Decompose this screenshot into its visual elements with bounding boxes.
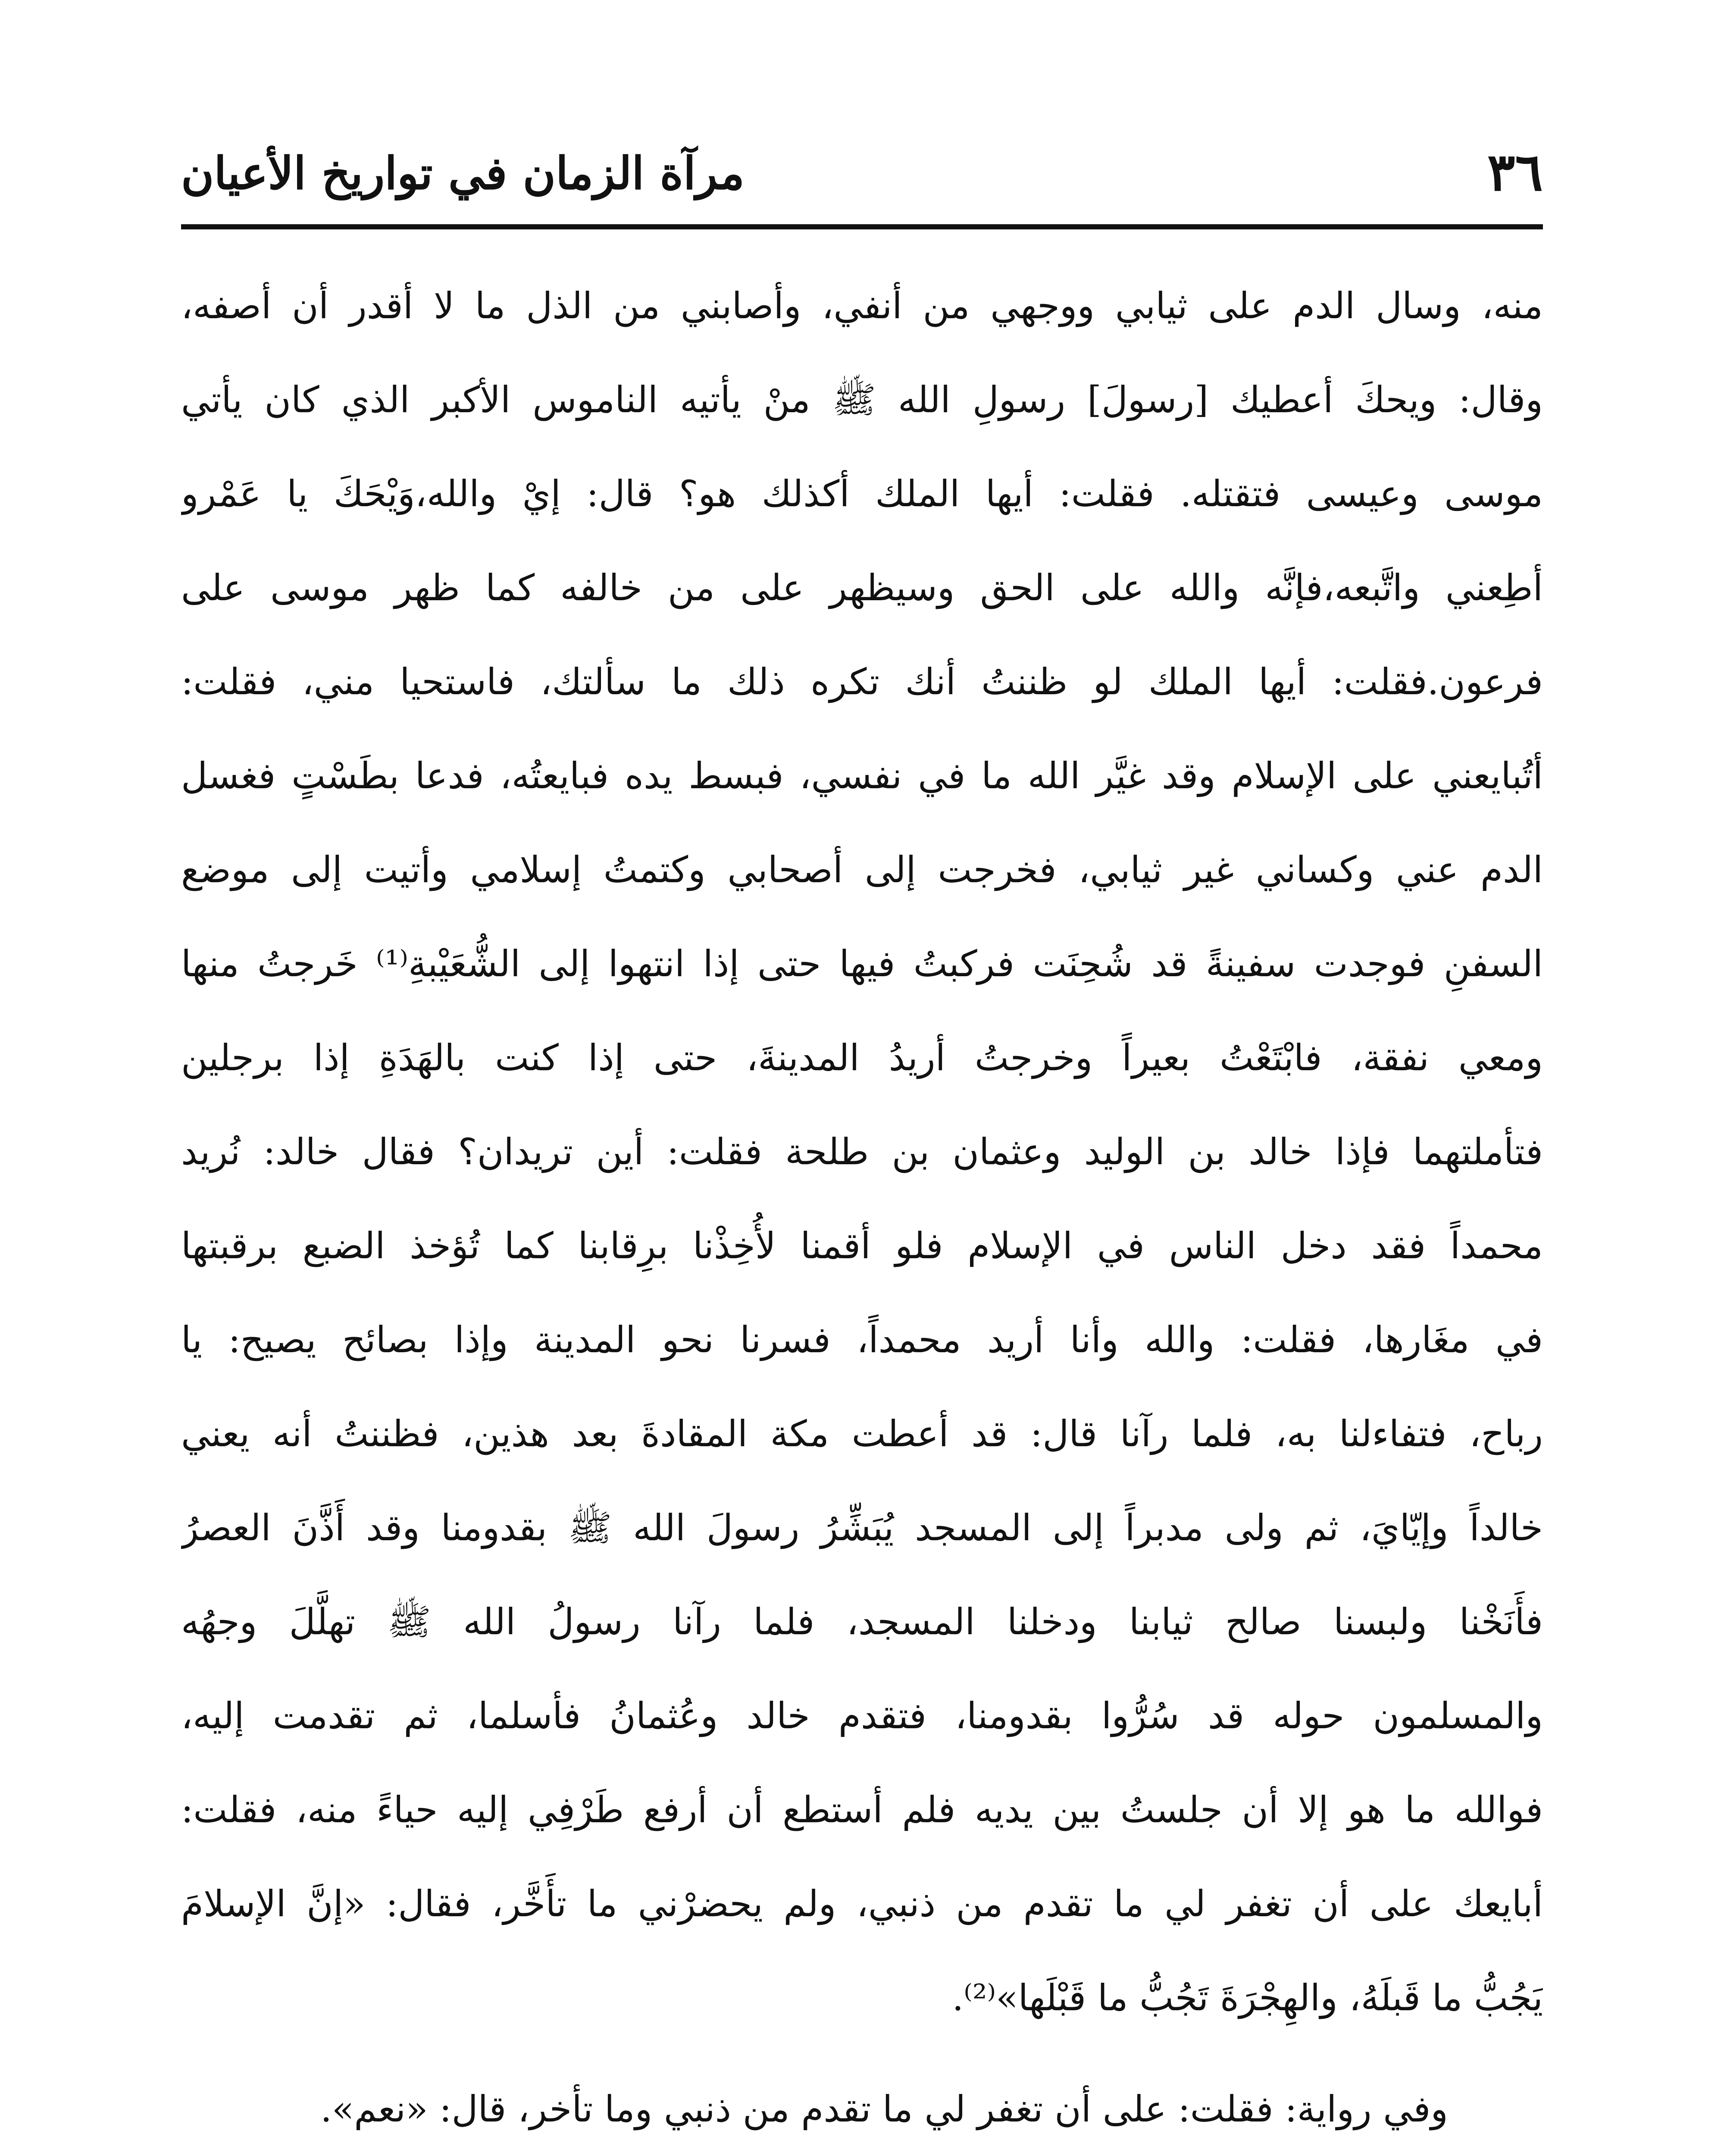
text-line: فوالله ما هو إلا أن جلستُ بين يديه فلم أستطع أن أرفع طَرْفِي إليه حياءً منه، فقلت:	[181, 1789, 1543, 1831]
text-line: منه، وسال الدم على ثيابي ووجهي من أنفي، وأصابني من الذل ما لا أقدر أن أصفه،	[181, 285, 1543, 327]
text-line: ومعي نفقة، فابْتَعْتُ بعيراً وخرجتُ أريدُ المدينةَ، حتى إذا كنت بالهَدَةِ إذا برجلين	[181, 1037, 1543, 1079]
text-line: السفنِ فوجدت سفينةً قد شُحِنَت فركبتُ فيها حتى إذا انتهوا إلى الشُّعَيْبةِ⁽¹⁾ خَرجتُ منها	[181, 943, 1543, 985]
text-line: أبايعك على أن تغفر لي ما تقدم من ذنبي، ولم يحضرْني ما تأَخَّر، فقال: «إنَّ الإسلامَ	[181, 1883, 1543, 1925]
text-line: أطِعني واتَّبعه،فإنَّه والله على الحق وسيظهر على من خالفه كما ظهر موسى على	[181, 567, 1543, 609]
text-line: موسى وعيسى فتقتله. فقلت: أيها الملك أكذلك هو؟ قال: إيْ والله،وَيْحَكَ يا عَمْرو	[181, 473, 1543, 515]
page-number: ٣٦	[1487, 142, 1543, 203]
text-line: وقال: ويحكَ أعطيك [رسولَ] رسولِ الله ﷺ منْ يأتيه الناموس الأكبر الذي كان يأتي	[181, 379, 1543, 421]
page-header	[181, 129, 1543, 216]
text-line: فأَنَخْنا ولبسنا صالح ثيابنا ودخلنا المسجد، فلما رآنا رسولُ الله ﷺ تهلَّلَ وجهُه	[181, 1601, 1543, 1643]
header-rule	[181, 224, 1543, 229]
paragraph-gap	[181, 2045, 1543, 2062]
text-line: رباح، فتفاءلنا به، فلما رآنا قال: قد أعطت مكة المقادةَ بعد هذين، فظننتُ أنه يعني	[181, 1413, 1543, 1455]
text-line: فتأملتهما فإذا خالد بن الوليد وعثمان بن طلحة فقلت: أين تريدان؟ فقال خالد: نُريد	[181, 1131, 1543, 1173]
text-line: أتُبايعني على الإسلام وقد غيَّر الله ما في نفسي، فبسط يده فبايعتُه، فدعا بطَسْتٍ فغسل	[181, 755, 1543, 797]
narration-paragraph: وفي رواية: فقلت: على أن تغفر لي ما تقدم من ذنبي وما تأخر، قال: «نعم».	[320, 2088, 1448, 2130]
text-line: يَجُبُّ ما قَبلَهُ، والهِجْرَةَ تَجُبُّ ما قَبْلَها»⁽²⁾.	[952, 1977, 1543, 2019]
text-line: في مغَارها، فقلت: والله وأنا أريد محمداً، فسرنا نحو المدينة وإذا بصائح يصيح: يا	[181, 1319, 1543, 1361]
text-line: خالداً وإيّايَ، ثم ولى مدبراً إلى المسجد يُبَشِّرُ رسولَ الله ﷺ بقدومنا وقد أَذَّنَ العصرُ	[181, 1507, 1543, 1549]
text-line: والمسلمون حوله قد سُرُّوا بقدومنا، فتقدم خالد وعُثمانُ فأسلما، ثم تقدمت إليه،	[181, 1695, 1543, 1737]
text-line: الدم عني وكساني غير ثيابي، فخرجت إلى أصحابي وكتمتُ إسلامي وأتيت إلى موضع	[181, 849, 1543, 891]
text-line: محمداً فقد دخل الناس في الإسلام فلو أقمنا لأُخِذْنا برِقابنا كما تُؤخذ الضبع برقبتها	[181, 1225, 1543, 1267]
text-line: فرعون.فقلت: أيها الملك لو ظننتُ أنك تكره ذلك ما سألتك، فاستحيا مني، فقلت:	[181, 661, 1543, 703]
running-title: مرآة الزمان في تواريخ الأعيان	[181, 147, 745, 200]
main-text	[181, 259, 1543, 2156]
